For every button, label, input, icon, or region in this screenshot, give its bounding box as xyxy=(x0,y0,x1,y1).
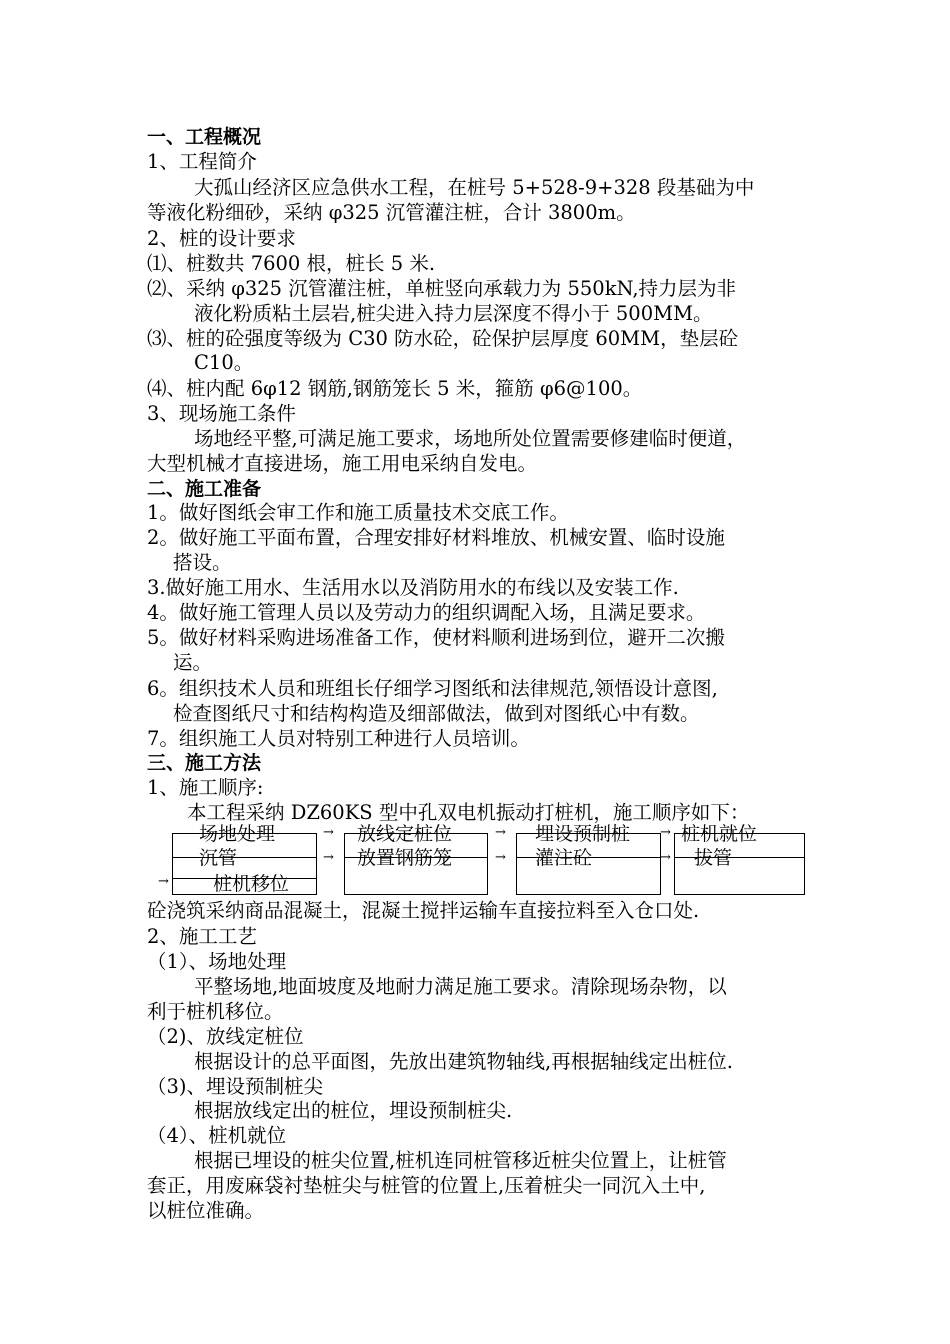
list-item-continued: 搭设。 xyxy=(173,551,232,574)
paragraph-line: 场地经平整,可满足施工要求，场地所处位置需要修建临时便道， xyxy=(194,427,747,450)
subheading-project-intro: 1、工程简介 xyxy=(147,150,257,173)
requirement-item: ⑷、桩内配 6φ12 钢筋,钢筋笼长 5 米，箍筋 φ6@100。 xyxy=(147,377,643,400)
paragraph-line: 根据放线定出的桩位，埋设预制桩尖. xyxy=(194,1099,513,1122)
arrow-right-icon: → xyxy=(323,850,334,865)
section-heading-method: 三、施工方法 xyxy=(147,752,262,774)
list-item: 1。做好图纸会审工作和施工质量技术交底工作。 xyxy=(147,501,569,524)
subheading-site-conditions: 3、现场施工条件 xyxy=(147,402,296,425)
flow-step-move-rig: 桩机移位 xyxy=(213,873,290,895)
paragraph-line: 砼浇筑采纳商品混凝土，混凝土搅拌运输车直接拉料至入仓口处. xyxy=(147,899,700,922)
process-step-heading: （1）、场地处理 xyxy=(147,950,287,973)
list-item: 4。做好施工管理人员以及劳动力的组织调配入场，且满足要求。 xyxy=(147,601,706,624)
flow-step-position-rig: 桩机就位 xyxy=(681,823,758,845)
list-item: 6。组织技术人员和班组长仔细学习图纸和法律规范,领悟设计意图, xyxy=(147,677,718,700)
arrow-right-icon: → xyxy=(495,825,506,840)
paragraph-line: 套正，用废麻袋衬垫桩尖与桩管的位置上,压着桩尖一同沉入土中, xyxy=(147,1174,706,1197)
flow-step-sink-pipe: 沉管 xyxy=(199,847,238,869)
subheading-design-requirements: 2、桩的设计要求 xyxy=(147,227,296,250)
paragraph-line: 利于桩机移位。 xyxy=(147,1000,284,1023)
flow-step-rebar-cage: 放置钢筋笼 xyxy=(357,847,453,869)
flow-step-embed-tip: 埋设预制桩 xyxy=(535,823,631,845)
list-item: 5。做好材料采购进场准备工作，使材料顺利进场到位，避开二次搬 xyxy=(147,626,725,649)
paragraph-line: 根据已埋设的桩尖位置,桩机连同桩管移近桩尖位置上，让桩管 xyxy=(194,1149,727,1172)
flow-step-layout: 放线定桩位 xyxy=(357,823,453,845)
process-step-heading: （2)、放线定桩位 xyxy=(147,1025,304,1048)
list-item: 7。组织施工人员对特别工种进行人员培训。 xyxy=(147,727,530,750)
arrow-right-icon: → xyxy=(323,825,334,840)
paragraph-line: 根据设计的总平面图，先放出建筑物轴线,再根据轴线定出桩位. xyxy=(194,1050,733,1073)
paragraph-line: 等液化粉细砂，采纳 φ325 沉管灌注桩，合计 3800m。 xyxy=(147,201,636,224)
subheading-sequence: 1、施工顺序: xyxy=(147,776,264,799)
arrow-right-icon: → xyxy=(495,850,506,865)
list-item: 2。做好施工平面布置，合理安排好材料堆放、机械安置、临时设施 xyxy=(147,526,725,549)
arrow-right-icon: → xyxy=(660,825,671,840)
requirement-item: ⑵、采纳 φ325 沉管灌注桩，单桩竖向承载力为 550kN,持力层为非 xyxy=(147,277,737,300)
arrow-right-icon: → xyxy=(158,874,169,889)
list-item-continued: 运。 xyxy=(173,651,213,674)
process-step-heading: （4）、桩机就位 xyxy=(147,1124,287,1147)
arrow-right-icon: → xyxy=(660,850,671,865)
subheading-process: 2、施工工艺 xyxy=(147,925,257,948)
paragraph-line: 大型机械才直接进场，施工用电采纳自发电。 xyxy=(147,452,538,475)
list-item: 3.做好施工用水、生活用水以及消防用水的布线以及安装工作. xyxy=(147,576,679,599)
requirement-item-continued: 液化粉质粘土层岩,桩尖进入持力层深度不得小于 500MM。 xyxy=(194,302,713,325)
requirement-item: ⑴、桩数共 7600 根，桩长 5 米. xyxy=(147,252,436,275)
flow-step-pull-pipe: 拔管 xyxy=(694,847,733,869)
flow-step-site-prep: 场地处理 xyxy=(199,823,276,845)
paragraph-line: 本工程采纳 DZ60KS 型中孔双电机振动打桩机，施工顺序如下： xyxy=(187,801,750,824)
section-heading-overview: 一、工程概况 xyxy=(147,126,262,148)
flow-divider xyxy=(172,857,317,858)
section-heading-preparation: 二、施工准备 xyxy=(147,478,262,500)
requirement-item: ⑶、桩的砼强度等级为 C30 防水砼，砼保护层厚度 60MM，垫层砼 xyxy=(147,327,739,350)
flow-step-pour-concrete: 灌注砼 xyxy=(535,847,593,869)
requirement-item-continued: C10。 xyxy=(194,351,254,374)
paragraph-line: 平整场地,地面坡度及地耐力满足施工要求。清除现场杂物，以 xyxy=(194,975,727,998)
paragraph-line: 以桩位准确。 xyxy=(147,1199,265,1222)
list-item-continued: 检查图纸尺寸和结构构造及细部做法，做到对图纸心中有数。 xyxy=(173,702,700,725)
process-step-heading: （3)、埋设预制桩尖 xyxy=(147,1075,324,1098)
paragraph-line: 大孤山经济区应急供水工程，在桩号 5+528-9+328 段基础为中 xyxy=(194,176,755,199)
